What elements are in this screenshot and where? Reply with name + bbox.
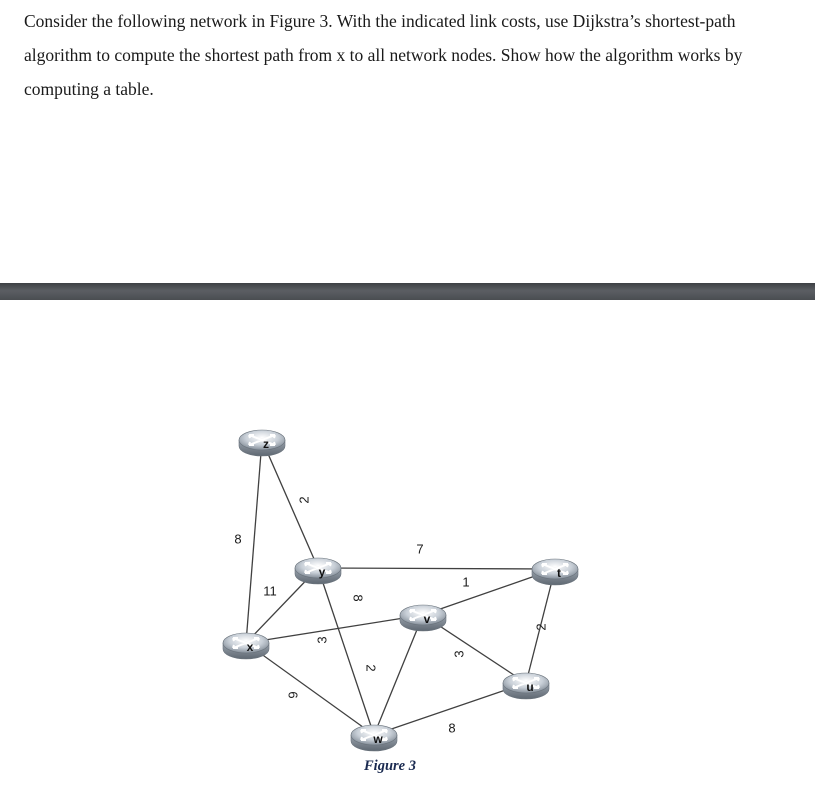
node-label-z: z xyxy=(263,437,269,451)
edge-cost-x-y: 11 xyxy=(263,583,277,599)
edge-cost-u-w: 8 xyxy=(448,720,456,736)
edge-cost-z-x: 8 xyxy=(234,531,242,547)
node-label-t: t xyxy=(557,566,561,580)
router-node-x xyxy=(223,633,269,659)
node-label-u: u xyxy=(526,680,534,694)
edge-cost-y-w: 8 xyxy=(350,594,366,602)
node-label-w: w xyxy=(373,732,383,746)
router-node-u xyxy=(503,673,549,699)
edge-cost-z-y: 2 xyxy=(296,496,312,504)
edge-cost-v-t: 1 xyxy=(462,574,470,590)
router-node-w xyxy=(351,725,397,751)
node-label-y: y xyxy=(318,565,326,579)
edge-cost-v-u: 3 xyxy=(451,650,467,658)
node-label-x: x xyxy=(246,640,254,654)
question-text: Consider the following network in Figure 3. With the indicated link costs, use Dijkstra’s shortest-path algorithm to compute the shortest path from x to all network nodes. Show how the algorithm works by computing a table. xyxy=(24,11,743,99)
edge-cost-t-u: 2 xyxy=(533,623,549,631)
figure-caption: Figure 3 xyxy=(364,758,416,774)
edge-y-w xyxy=(318,568,374,735)
router-node-t xyxy=(532,559,578,585)
router-node-y xyxy=(295,558,341,584)
edge-cost-x-v: 3 xyxy=(314,636,330,644)
edge-y-t xyxy=(318,568,555,569)
router-node-v xyxy=(400,605,446,631)
edge-x-w xyxy=(246,643,374,735)
router-node-z xyxy=(239,430,285,456)
edge-cost-y-t: 7 xyxy=(416,541,424,557)
edge-v-w xyxy=(374,615,423,735)
node-label-v: v xyxy=(423,612,431,626)
edge-z-x xyxy=(246,440,262,643)
edge-cost-x-w: 6 xyxy=(285,691,301,699)
edge-cost-v-w: 2 xyxy=(363,664,379,672)
